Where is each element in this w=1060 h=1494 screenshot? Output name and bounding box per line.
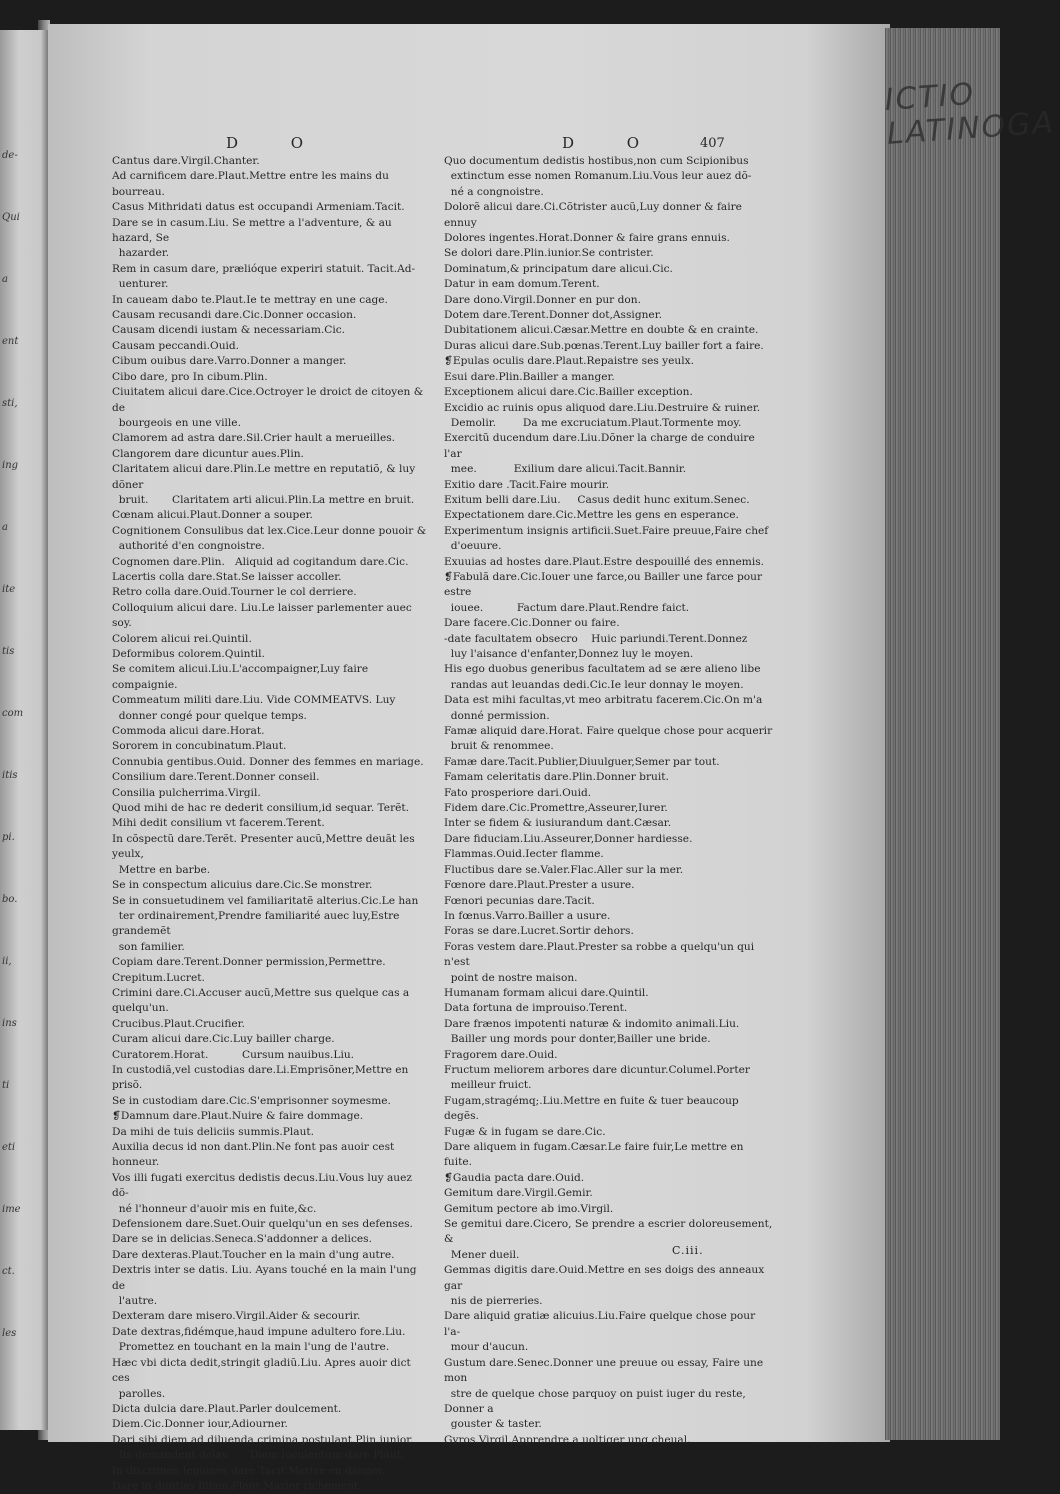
- dictionary-line: In caueam dabo te.Plaut.Ie te mettray en une cage.: [112, 293, 388, 306]
- left-margin-fragment: ite: [2, 584, 16, 595]
- dictionary-line: Quod mihi de hac re dederit consilium,id sequar. Terẽt.: [112, 802, 410, 815]
- dictionary-line: Foras se dare.Lucret.Sortir dehors.: [444, 925, 634, 938]
- dictionary-line: ❡Damnum dare.Plaut.Nuire & faire dommage.: [112, 1110, 364, 1123]
- dictionary-line: mour d'aucun.: [444, 1341, 529, 1354]
- dictionary-line: Sororem in concubinatum.Plaut.: [112, 740, 287, 753]
- dictionary-line: Date dextras,fidémque,haud impune adultero fore.Liu.: [112, 1325, 406, 1338]
- dictionary-line: Connubia gentibus.Ouid. Donner des femmes en mariage.: [112, 755, 424, 768]
- left-margin-fragment: a: [2, 522, 8, 533]
- dictionary-line: Cognitionem Consulibus dat lex.Cice.Leur donne pouoir &: [112, 524, 427, 537]
- dictionary-line: Fugam,stragémq;.Liu.Mettre en fuite & tuer beaucoup degẽs.: [444, 1094, 743, 1123]
- dictionary-line: Clangorem dare dicuntur aues.Plin.: [112, 447, 304, 460]
- dictionary-line: Diem.Cic.Donner iour,Adiourner.: [112, 1418, 288, 1431]
- dictionary-line: Fato prosperiore dari.Ouid.: [444, 786, 592, 799]
- dictionary-line: Gyros.Virgil.Apprendre a uoltiger ung cheual.: [444, 1433, 691, 1446]
- book-page-edges: [885, 28, 1000, 1440]
- dictionary-line: Cibum ouibus dare.Varro.Donner a manger.: [112, 355, 347, 368]
- dictionary-line: Data fortuna de improuiso.Terent.: [444, 1002, 628, 1015]
- dictionary-line: Dextris inter se datis. Liu. Ayans touché en la main l'ung de: [112, 1264, 420, 1292]
- right-column: [444, 154, 774, 1448]
- dictionary-line: Data est mihi facultas,vt meo arbitratu facerem.Cic.On m'a: [444, 694, 763, 707]
- dictionary-line: Ciuitatem alicui dare.Cice.Octroyer le droict de citoyen & de: [112, 386, 427, 414]
- dictionary-line: Famam celeritatis dare.Plin.Donner bruit.: [444, 771, 669, 784]
- running-header-left: D O: [226, 134, 328, 152]
- dictionary-line: Retro colla dare.Ouid.Tourner le col derriere.: [112, 586, 357, 599]
- dictionary-line: Casus Mithridati datus est occupandi Armeniam.Tacit.: [112, 201, 405, 214]
- dictionary-line: Excidio ac ruinis opus aliquod dare.Liu.Destruire & ruiner.: [444, 401, 761, 414]
- dictionary-line: Colloquium alicui dare. Liu.Le laisser parlementer auec soy.: [112, 601, 416, 630]
- dictionary-line: Copiam dare.Terent.Donner permission,Permettre.: [112, 956, 386, 969]
- left-margin-fragment: ime: [2, 1204, 21, 1215]
- dictionary-line: d'oeuure.: [444, 540, 502, 553]
- dictionary-line: Claritatem alicui dare.Plin.Le mettre en reputatiõ, & luy dõner: [112, 463, 419, 491]
- dictionary-line: Dolores ingentes.Horat.Donner & faire grans ennuis.: [444, 232, 730, 245]
- dictionary-line: Exitio dare .Tacit.Faire mourir.: [444, 478, 610, 491]
- dictionary-line: Dare in diuitias filiam.Plaut.Marier richement.: [112, 1479, 362, 1492]
- dictionary-line: In discrimen legiones dare.Tacit.Mettre en danger.: [112, 1464, 386, 1477]
- dictionary-line: point de nostre maison.: [444, 971, 578, 984]
- dictionary-line: Causam recusandi dare.Cic.Donner occasion.: [112, 309, 357, 322]
- dictionary-line: Cognomen dare.Plin. Aliquid ad cogitandum dare.Cic.: [112, 555, 409, 568]
- left-page-edge: [0, 30, 48, 1430]
- running-header-right: D O: [562, 134, 664, 152]
- dictionary-line: Dare aliquem in fugam.Cæsar.Le faire fuir,Le mettre en fuite.: [444, 1141, 747, 1169]
- dictionary-line: Exuuias ad hostes dare.Plaut.Estre despouillé des ennemis.: [444, 555, 765, 568]
- dictionary-line: Commoda alicui dare.Horat.: [112, 725, 265, 738]
- dictionary-line: In fœnus.Varro.Bailler a usure.: [444, 909, 611, 922]
- dictionary-line: Crimini dare.Ci.Accuser aucũ,Mettre sus quelque cas a quelqu'un.: [112, 986, 413, 1015]
- dictionary-line: l'autre.: [112, 1295, 158, 1308]
- dictionary-line: Exitum belli dare.Liu. Casus dedit hunc exitum.Senec.: [444, 493, 750, 506]
- dictionary-line: Quo documentum dedistis hostibus,non cum Scipionibus: [444, 155, 749, 167]
- page-number: 407: [700, 136, 725, 151]
- dictionary-line: nis de pierreries.: [444, 1295, 543, 1308]
- dictionary-line: Humanam formam alicui dare.Quintil.: [444, 986, 649, 999]
- dictionary-line: hazarder.: [112, 247, 170, 260]
- dictionary-line: Ils demandent delay. Diem luculentum dare.Plaut.: [112, 1449, 405, 1462]
- dictionary-line: Esui dare.Plin.Bailler a manger.: [444, 370, 615, 383]
- dictionary-line: Bailler ung mords pour donter,Bailler une bride.: [444, 1033, 711, 1046]
- dictionary-line: ❡Gaudia pacta dare.Ouid.: [444, 1171, 585, 1184]
- dictionary-line: Famæ aliquid dare.Horat. Faire quelque chose pour acquerir: [444, 725, 773, 738]
- dictionary-line: Duras alicui dare.Sub.pœnas.Terent.Luy bailler fort a faire.: [444, 339, 764, 352]
- dictionary-line: Ad carnificem dare.Plaut.Mettre entre les mains du bourreau.: [112, 170, 393, 198]
- dictionary-line: ❡Epulas oculis dare.Plaut.Repaistre ses yeulx.: [444, 355, 694, 368]
- dictionary-line: Gemitum pectore ab imo.Virgil.: [444, 1202, 614, 1215]
- dictionary-line: donné permission.: [444, 709, 550, 722]
- left-margin-fragment: ti: [2, 1080, 10, 1091]
- dictionary-line: Dicta dulcia dare.Plaut.Parler doulcement.: [112, 1402, 342, 1415]
- dictionary-line: extinctum esse nomen Romanum.Liu.Vous leur auez dõ-: [444, 170, 752, 183]
- dictionary-line: Hæc vbi dicta dedit,stringit gladiũ.Liu. Apres auoir dict ces: [112, 1356, 415, 1385]
- dictionary-line: parolles.: [112, 1387, 166, 1400]
- dictionary-line: Dare se in delicias.Seneca.S'addonner a delices.: [112, 1233, 372, 1246]
- dictionary-line: His ego duobus generibus facultatem ad se ære alieno libe: [444, 663, 761, 676]
- dictionary-line: Dubitationem alicui.Cæsar.Mettre en doubte & en crainte.: [444, 324, 759, 337]
- dictionary-line: Cœnam alicui.Plaut.Donner a souper.: [112, 509, 313, 522]
- left-margin-fragment: eti: [2, 1142, 16, 1153]
- dictionary-line: Dare aliquid gratiæ alicuius.Liu.Faire quelque chose pour l'a-: [444, 1310, 759, 1338]
- dictionary-line: Dotem dare.Terent.Donner dot,Assigner.: [444, 309, 662, 322]
- dictionary-line: In cõspectũ dare.Terẽt. Presenter aucũ,Mettre deuãt les yeulx,: [112, 832, 419, 861]
- left-margin-fragment: itis: [2, 770, 18, 781]
- dictionary-line: Dare se in casum.Liu. Se mettre a l'adventure, & au hazard, Se: [112, 216, 396, 245]
- dictionary-line: Gemitum dare.Virgil.Gemir.: [444, 1187, 593, 1200]
- dictionary-line: iouee. Factum dare.Plaut.Rendre faict.: [444, 601, 690, 614]
- dictionary-line: Exceptionem alicui dare.Cic.Bailler exception.: [444, 386, 693, 399]
- dictionary-line: Fœnori pecunias dare.Tacit.: [444, 894, 595, 907]
- dictionary-line: né l'honneur d'auoir mis en fuite,&c.: [112, 1202, 317, 1215]
- dictionary-line: stre de quelque chose parquoy on puist iuger du reste, Donner a: [444, 1387, 750, 1415]
- dictionary-line: Gustum dare.Senec.Donner une preuue ou essay, Faire une mon: [444, 1356, 767, 1385]
- left-margin-fragment: com: [2, 708, 24, 719]
- dictionary-line: Dare fiduciam.Liu.Asseurer,Donner hardiesse.: [444, 832, 693, 845]
- dictionary-line: Consilia pulcherrima.Virgil.: [112, 786, 261, 799]
- dictionary-line: Famæ dare.Tacit.Publier,Diuulguer,Semer par tout.: [444, 755, 720, 768]
- dictionary-line: né a congnoistre.: [444, 185, 544, 198]
- left-margin-fragment: ii,: [2, 956, 12, 967]
- dictionary-line: Flammas.Ouid.Iecter flamme.: [444, 848, 604, 861]
- dictionary-line: Colorem alicui rei.Quintil.: [112, 632, 252, 645]
- left-margin-fragment: a: [2, 274, 8, 285]
- dictionary-line: Commeatum militi dare.Liu. Vide COMMEATVS. Luy: [112, 694, 396, 707]
- dictionary-line: -date facultatem obsecro Huic pariundi.Terent.Donnez: [444, 632, 748, 645]
- dictionary-line: Curatorem.Horat. Cursum nauibus.Liu.: [112, 1048, 355, 1061]
- signature-mark: C.iii.: [672, 1244, 704, 1257]
- left-margin-fragment: tis: [2, 646, 15, 657]
- dictionary-line: Crucibus.Plaut.Crucifier.: [112, 1017, 245, 1030]
- dictionary-line: bruit. Claritatem arti alicui.Plin.La mettre en bruit.: [112, 493, 415, 506]
- dictionary-line: In custodiã,vel custodias dare.Li.Emprisõner,Mettre en prisõ.: [112, 1063, 412, 1092]
- dictionary-line: Crepitum.Lucret.: [112, 971, 205, 984]
- dictionary-line: Se in consuetudinem vel familiaritatẽ alterius.Cic.Le han: [112, 894, 419, 907]
- dictionary-line: Fluctibus dare se.Valer.Flac.Aller sur la mer.: [444, 863, 684, 876]
- dictionary-line: Se in custodiam dare.Cic.S'emprisonner soymesme.: [112, 1094, 391, 1107]
- dictionary-line: Se gemitui dare.Cicero, Se prendre a escrier doloreusement, &: [444, 1218, 776, 1246]
- dictionary-line: Exercitũ ducendum dare.Liu.Dõner la charge de conduire l'ar: [444, 432, 759, 460]
- dictionary-line: Da mihi de tuis deliciis summis.Plaut.: [112, 1125, 315, 1138]
- left-margin-fragment: ct.: [2, 1266, 15, 1277]
- dictionary-line: Inter se fidem & iusiurandum dant.Cæsar.: [444, 817, 672, 830]
- dictionary-line: Mihi dedit consilium vt facerem.Terent.: [112, 817, 325, 830]
- dictionary-line: Se dolori dare.Plin.iunior.Se contrister.: [444, 247, 654, 260]
- left-margin-fragment: ing: [2, 460, 19, 471]
- dictionary-line: Auxilia decus id non dant.Plin.Ne font pas auoir cest honneur.: [112, 1141, 398, 1169]
- dictionary-line: Dolorẽ alicui dare.Ci.Cõtrister aucũ,Luy donner & faire ennuy: [444, 201, 746, 229]
- dictionary-line: randas aut leuandas dedi.Cic.Ie leur donnay le moyen.: [444, 678, 744, 691]
- dictionary-line: Fidem dare.Cic.Promettre,Asseurer,Iurer.: [444, 802, 668, 815]
- dictionary-line: ter ordinairement,Prendre familiarité auec luy,Estre grandemẽt: [112, 909, 403, 938]
- dictionary-line: Lacertis colla dare.Stat.Se laisser accoller.: [112, 570, 342, 583]
- dictionary-line: Demolir. Da me excruciatum.Plaut.Tormente moy.: [444, 416, 742, 429]
- dictionary-line: Promettez en touchant en la main l'ung de l'autre.: [112, 1341, 390, 1354]
- dictionary-line: Experimentum insignis artificii.Suet.Faire preuue,Faire chef: [444, 524, 769, 537]
- dictionary-line: authorité d'en congnoistre.: [112, 540, 265, 553]
- dictionary-line: Dare dono.Virgil.Donner en pur don.: [444, 293, 641, 306]
- dictionary-line: Cantus dare.Virgil.Chanter.: [112, 155, 260, 167]
- dictionary-line: Causam dicendi iustam & necessariam.Cic.: [112, 324, 346, 337]
- left-margin-fragment: les: [2, 1328, 17, 1339]
- left-margin-fragment: bo.: [2, 894, 18, 905]
- left-margin-fragment: pi.: [2, 832, 15, 843]
- dictionary-line: Deformibus colorem.Quintil.: [112, 648, 265, 660]
- dictionary-line: Dominatum,& principatum dare alicui.Cic.: [444, 262, 673, 275]
- dictionary-line: Foras vestem dare.Plaut.Prester sa robbe a quelqu'un qui n'est: [444, 940, 758, 969]
- dictionary-line: Cibo dare, pro In cibum.Plin.: [112, 370, 268, 383]
- dictionary-line: Dare dexteras.Plaut.Toucher en la main d'ung autre.: [112, 1248, 395, 1261]
- dictionary-line: Consilium dare.Terent.Donner conseil.: [112, 771, 320, 784]
- dictionary-line: Mettre en barbe.: [112, 863, 211, 876]
- dictionary-line: Rem in casum dare, prælióque experiri statuit. Tacit.Ad-: [112, 262, 416, 275]
- dictionary-line: Dare facere.Cic.Donner ou faire.: [444, 617, 620, 630]
- dictionary-line: bruit & renommee.: [444, 740, 554, 753]
- dictionary-line: Vos illi fugati exercitus dedistis decus.Liu.Vous luy auez dõ-: [112, 1171, 416, 1200]
- dictionary-line: Gemmas digitis dare.Ouid.Mettre en ses doigs des anneaux gar: [444, 1264, 768, 1292]
- dictionary-line: Fragorem dare.Ouid.: [444, 1048, 558, 1061]
- dictionary-line: Dexteram dare misero.Virgil.Aider & secourir.: [112, 1310, 361, 1323]
- dictionary-line: Se comitem alicui.Liu.L'accompaigner,Luy faire compaignie.: [112, 663, 372, 691]
- dictionary-line: Fructum meliorem arbores dare dicuntur.Columel.Porter: [444, 1063, 750, 1076]
- dictionary-line: meilleur fruict.: [444, 1079, 532, 1092]
- left-margin-fragment: sti,: [2, 398, 18, 409]
- dictionary-line: Dare frænos impotenti naturæ & indomito animali.Liu.: [444, 1017, 740, 1030]
- left-margin-fragment: Qui: [2, 212, 20, 223]
- dictionary-line: uenturer.: [112, 278, 169, 291]
- dictionary-line: Curam alicui dare.Cic.Luy bailler charge.: [112, 1033, 335, 1046]
- edge-stamp: ICTIO LATINOGA: [883, 76, 1056, 152]
- left-margin-fragment: ins: [2, 1018, 17, 1029]
- dictionary-line: gouster & taster.: [444, 1418, 542, 1431]
- dictionary-line: Expectationem dare.Cic.Mettre les gens en esperance.: [444, 509, 739, 522]
- dictionary-line: Dari sibi diem ad diluenda crimina postulant.Plin.iunior.: [112, 1433, 414, 1446]
- dictionary-line: Fœnore dare.Plaut.Prester a usure.: [444, 879, 635, 892]
- dictionary-line: bourgeois en une ville.: [112, 416, 241, 429]
- left-margin-fragment: de-: [2, 150, 18, 161]
- dictionary-line: Datur in eam domum.Terent.: [444, 278, 600, 291]
- dictionary-line: Defensionem dare.Suet.Ouir quelqu'un en ses defenses.: [112, 1218, 413, 1231]
- dictionary-line: Clamorem ad astra dare.Sil.Crier hault a merueilles.: [112, 432, 396, 445]
- dictionary-line: Fugæ & in fugam se dare.Cic.: [444, 1125, 606, 1138]
- dictionary-line: son familier.: [112, 940, 185, 953]
- dictionary-line: Mener dueil.: [444, 1248, 520, 1261]
- dictionary-line: Se in conspectum alicuius dare.Cic.Se monstrer.: [112, 879, 373, 892]
- dictionary-line: Causam peccandi.Ouid.: [112, 339, 240, 352]
- left-margin-fragment: ent: [2, 336, 19, 347]
- left-column: [112, 154, 430, 1494]
- dictionary-line: donner congé pour quelque temps.: [112, 709, 307, 722]
- left-margin-fragments: [0, 30, 48, 1430]
- dictionary-line: ❡Fabulã dare.Cic.Iouer une farce,ou Bailler une farce pour estre: [444, 570, 766, 599]
- dictionary-line: luy l'aisance d'enfanter,Donnez luy le moyen.: [444, 648, 694, 660]
- dictionary-line: mee. Exilium dare alicui.Tacit.Bannir.: [444, 463, 687, 476]
